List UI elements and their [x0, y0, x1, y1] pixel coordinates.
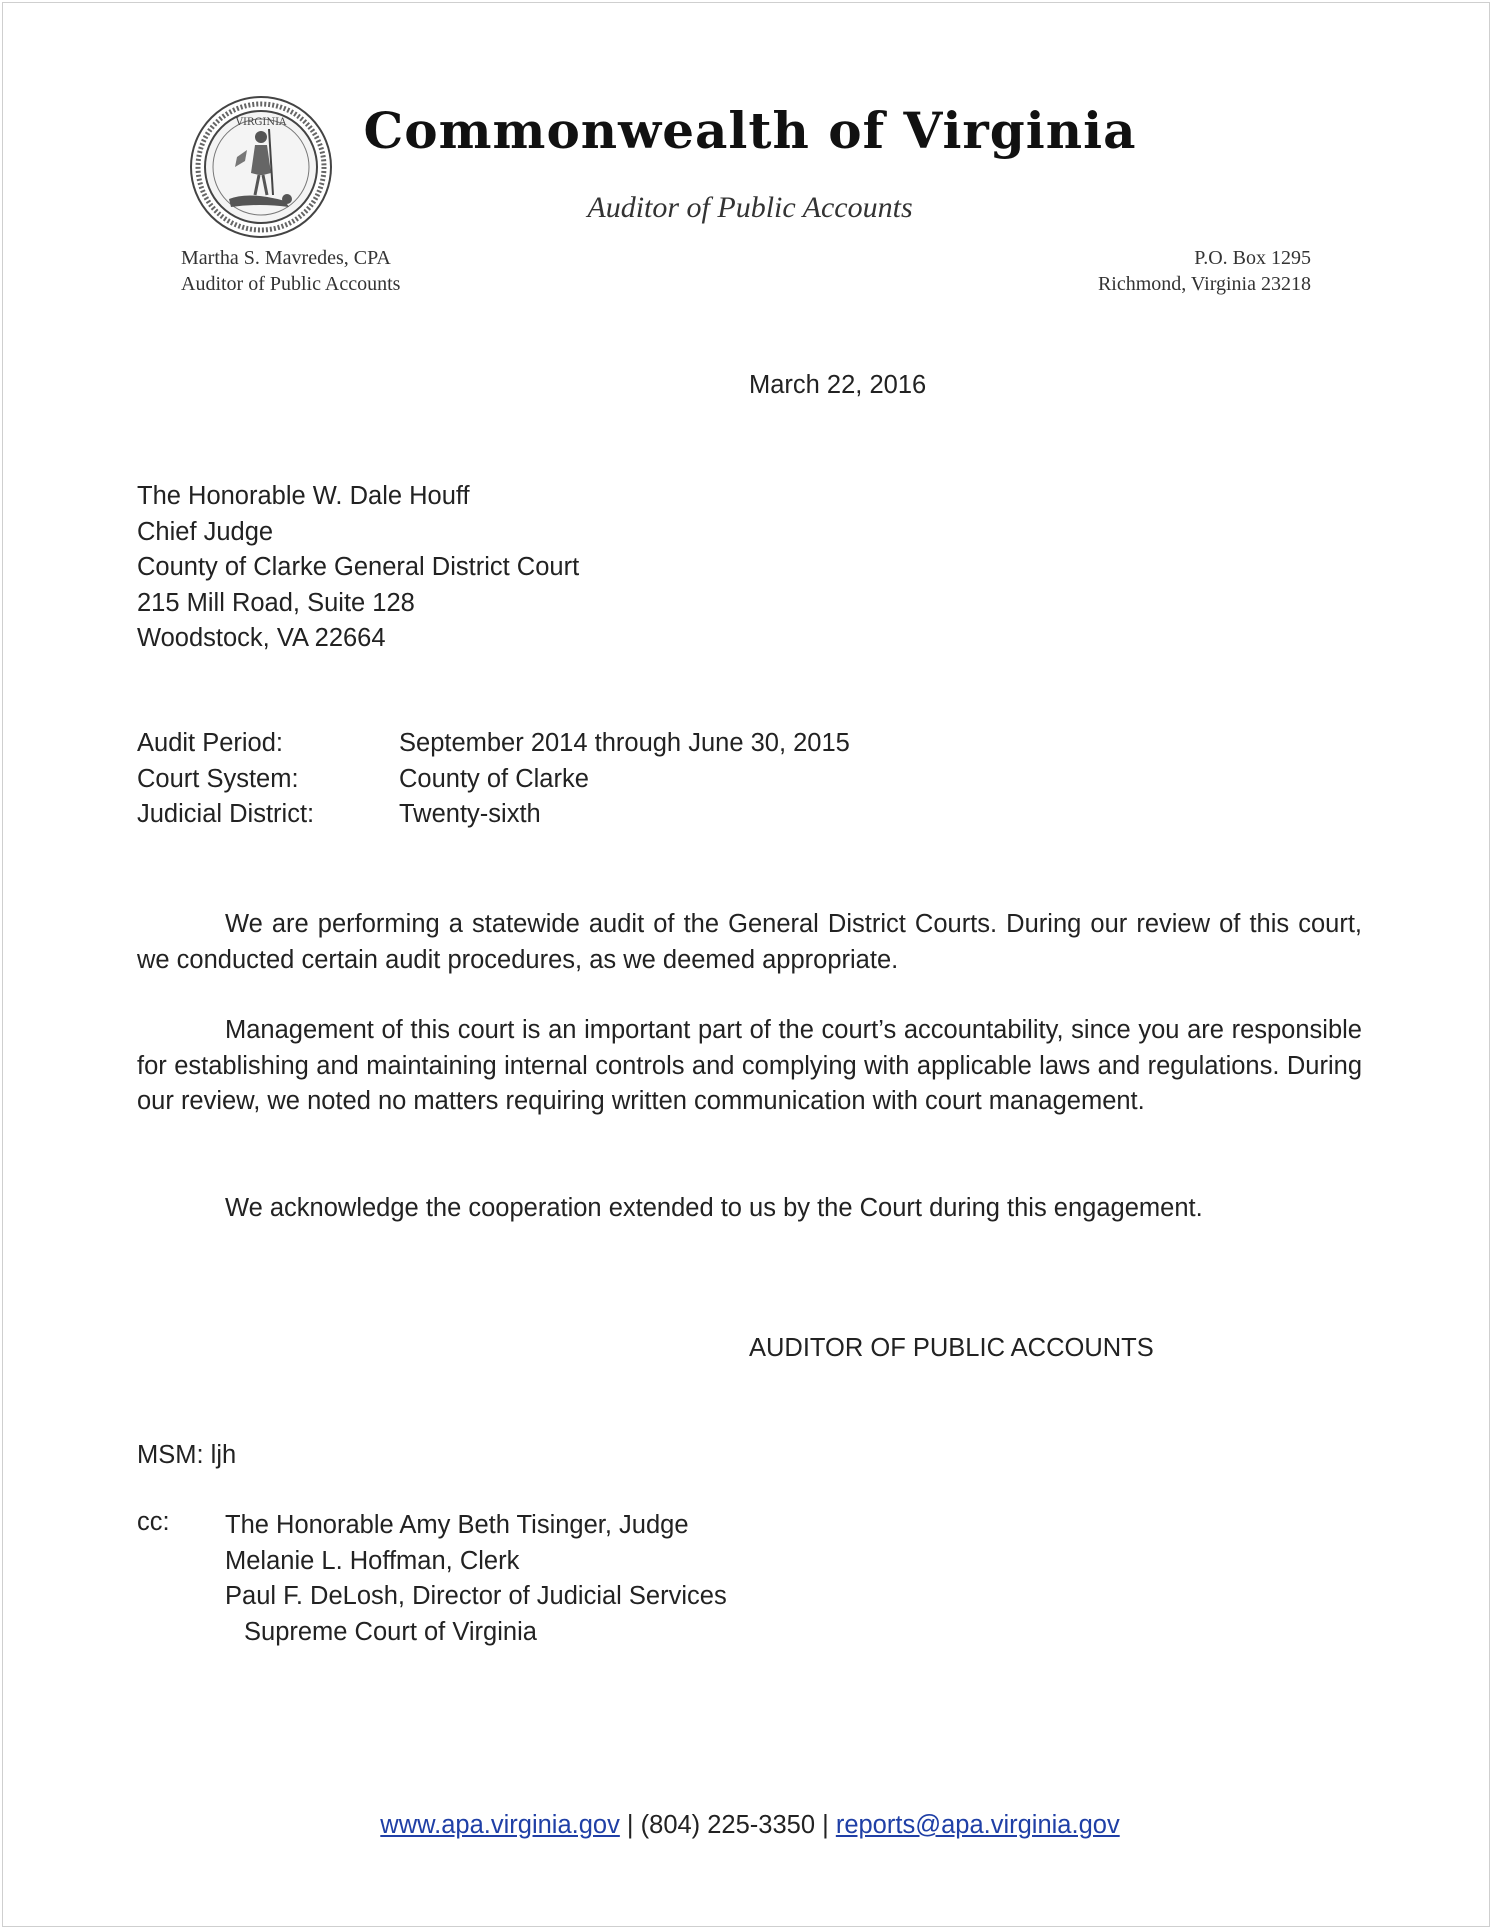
- email-link[interactable]: reports@apa.virginia.gov: [835, 1811, 1120, 1839]
- judicial-district-label: Judicial District:: [137, 800, 315, 828]
- cc-recipient: Supreme Court of Virginia: [244, 1617, 537, 1646]
- cc-list: [225, 1508, 727, 1650]
- paragraph-1: We are performing a statewide audit of the General District Courts. During our review of this court, we conducted certain audit procedures, as we deemed appropriate.: [137, 910, 1362, 974]
- audit-period-label: Audit Period:: [137, 729, 284, 757]
- cc-recipient: Melanie L. Hoffman, Clerk: [225, 1546, 520, 1575]
- paragraph-2: Management of this court is an important part of the court’s accountability, since you are responsible for establishing and maintaining internal controls and complying with applicable laws and regulations. During our review, we noted no matters requiring written communication with court management.: [137, 1016, 1362, 1116]
- letterhead-address: [1098, 245, 1311, 297]
- judicial-district-value: Twenty-sixth: [399, 800, 541, 828]
- letterhead-sender: [181, 245, 400, 297]
- recipient-court: County of Clarke General District Court: [137, 553, 580, 582]
- letterhead-subtitle: Auditor of Public Accounts: [587, 191, 913, 224]
- recipient-address: [137, 479, 579, 657]
- cc-label: cc:: [137, 1508, 170, 1536]
- court-system-label: Court System:: [137, 765, 299, 793]
- footer-separator: |: [619, 1811, 641, 1839]
- signature-block: AUDITOR OF PUBLIC ACCOUNTS: [749, 1334, 1154, 1362]
- cc-recipient: Paul F. DeLosh, Director of Judicial Services: [225, 1582, 727, 1611]
- court-system-value: County of Clarke: [399, 765, 589, 793]
- website-link[interactable]: www.apa.virginia.gov: [380, 1811, 620, 1839]
- recipient-city: Woodstock, VA 22664: [137, 624, 386, 653]
- letterhead-title: Commonwealth of Virginia: [363, 101, 1137, 160]
- svg-text:VIRGINIA: VIRGINIA: [235, 117, 287, 128]
- letter-date: March 22, 2016: [749, 371, 927, 399]
- recipient-name: The Honorable W. Dale Houff: [137, 482, 470, 510]
- recipient-street: 215 Mill Road, Suite 128: [137, 588, 415, 617]
- document-page: [2, 2, 1490, 1927]
- city-state-zip: Richmond, Virginia 23218: [1097, 273, 1311, 295]
- audit-period-value: September 2014 through June 30, 2015: [399, 729, 850, 757]
- cc-recipient: The Honorable Amy Beth Tisinger, Judge: [225, 1511, 689, 1539]
- phone-number: (804) 225-3350: [640, 1811, 816, 1839]
- sender-title: Auditor of Public Accounts: [181, 273, 401, 295]
- footer-separator: |: [815, 1811, 836, 1839]
- sender-name: Martha S. Mavredes, CPA: [181, 247, 391, 269]
- recipient-title: Chief Judge: [137, 517, 274, 546]
- po-box: P.O. Box 1295: [1194, 247, 1311, 269]
- typist-initials: MSM: ljh: [137, 1441, 237, 1469]
- footer-contact: [3, 1811, 1494, 1840]
- paragraph-3: We acknowledge the cooperation extended to us by the Court during this engagement.: [225, 1194, 1203, 1222]
